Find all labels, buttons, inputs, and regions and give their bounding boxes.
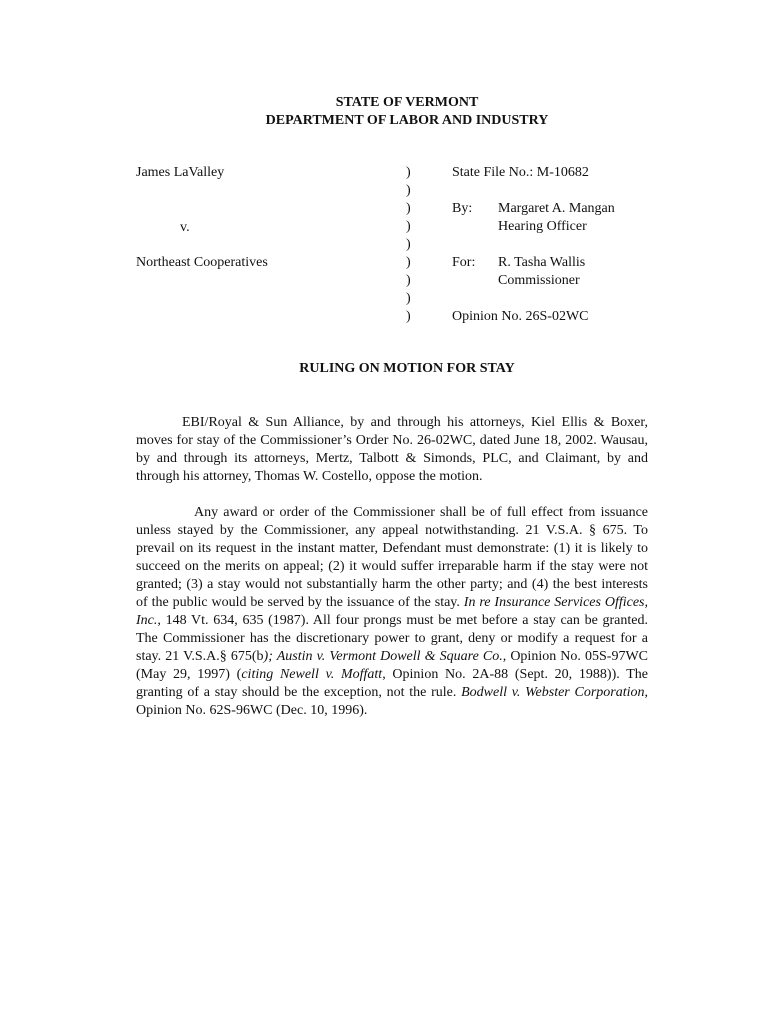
- paragraph-1: [136, 414, 648, 486]
- commissioner-title: Commissioner: [498, 273, 580, 288]
- defendant-name: Northeast Cooperatives: [136, 255, 268, 270]
- paragraph-2-text: Opinion No. 05S-97WC (May 29, 1997) (: [136, 649, 649, 682]
- case-citation: ); Austin v. Vermont Dowell & Square Co.,: [263, 649, 507, 664]
- paren: ): [406, 291, 411, 306]
- for-label: For:: [452, 255, 476, 270]
- paragraph-2-text: , 148 Vt. 634, 635 (1987). All four prongs must be met before a stay can be granted. The Commissioner has the discretionary power to grant, deny or modify a request for a stay. 21 V.S.A.§ 675(b: [136, 613, 648, 664]
- paren: ): [406, 165, 411, 180]
- commissioner-name: R. Tasha Wallis: [498, 255, 586, 270]
- versus-label: v.: [180, 220, 190, 235]
- paragraph-2-text: Any award or order of the Commissioner shall be of full effect from issuance unless stayed by the Commissioner, any appeal notwithstanding. 21 V.S.A. § 675. To prevail on its request in the instant matter, Defendant must demonstrate: (1) it is likely to succeed on the merits on appeal; (2) it would suffer irreparable harm if the stay were not granted; (3) a stay would not substantially harm the other party; and (4) the best interests of the public would be served by the issuance of the stay.: [136, 505, 648, 610]
- by-label: By:: [452, 201, 473, 216]
- header-department: DEPARTMENT OF LABOR AND INDUSTRY: [265, 113, 549, 128]
- paragraph-2: [136, 504, 648, 720]
- paragraph-1-text: EBI/Royal & Sun Alliance, by and through his attorneys, Kiel Ellis & Boxer, moves for stay of the Commissioner’s Order No. 26-02WC, dated June 18, 2002. Wausau, by and through its attorneys, Mertz, Talbott & Simonds, PLC, and Claimant, by and through his attorney, Thomas W. Costello, oppose the motion.: [136, 415, 648, 484]
- hearing-officer-title: Hearing Officer: [498, 219, 587, 234]
- case-citation: citing Newell v. Moffatt: [241, 667, 383, 682]
- case-caption: [136, 164, 696, 334]
- paren: ): [406, 237, 411, 252]
- document-header: [0, 94, 770, 130]
- paren: ): [406, 273, 411, 288]
- paren: ): [406, 201, 411, 216]
- ruling-title: RULING ON MOTION FOR STAY: [299, 361, 515, 376]
- case-citation: Bodwell v. Webster Corporation: [461, 685, 645, 700]
- paragraph-2-text: , Opinion No. 62S-96WC (Dec. 10, 1996).: [136, 685, 649, 718]
- paren: ): [406, 309, 411, 324]
- state-file-number: State File No.: M-10682: [452, 165, 589, 180]
- paren: ): [406, 255, 411, 270]
- claimant-name: James LaValley: [136, 165, 225, 180]
- paren: ): [406, 219, 411, 234]
- paren: ): [406, 183, 411, 198]
- header-state: STATE OF VERMONT: [335, 95, 479, 110]
- opinion-number: Opinion No. 26S-02WC: [452, 309, 589, 324]
- hearing-officer-name: Margaret A. Mangan: [498, 201, 615, 216]
- case-citation: In re Insurance Services Offices, Inc.: [136, 595, 648, 628]
- paragraph-2-text: , Opinion No. 2A-88 (Sept. 20, 1988)). The granting of a stay should be the exception, not the rule.: [136, 667, 648, 700]
